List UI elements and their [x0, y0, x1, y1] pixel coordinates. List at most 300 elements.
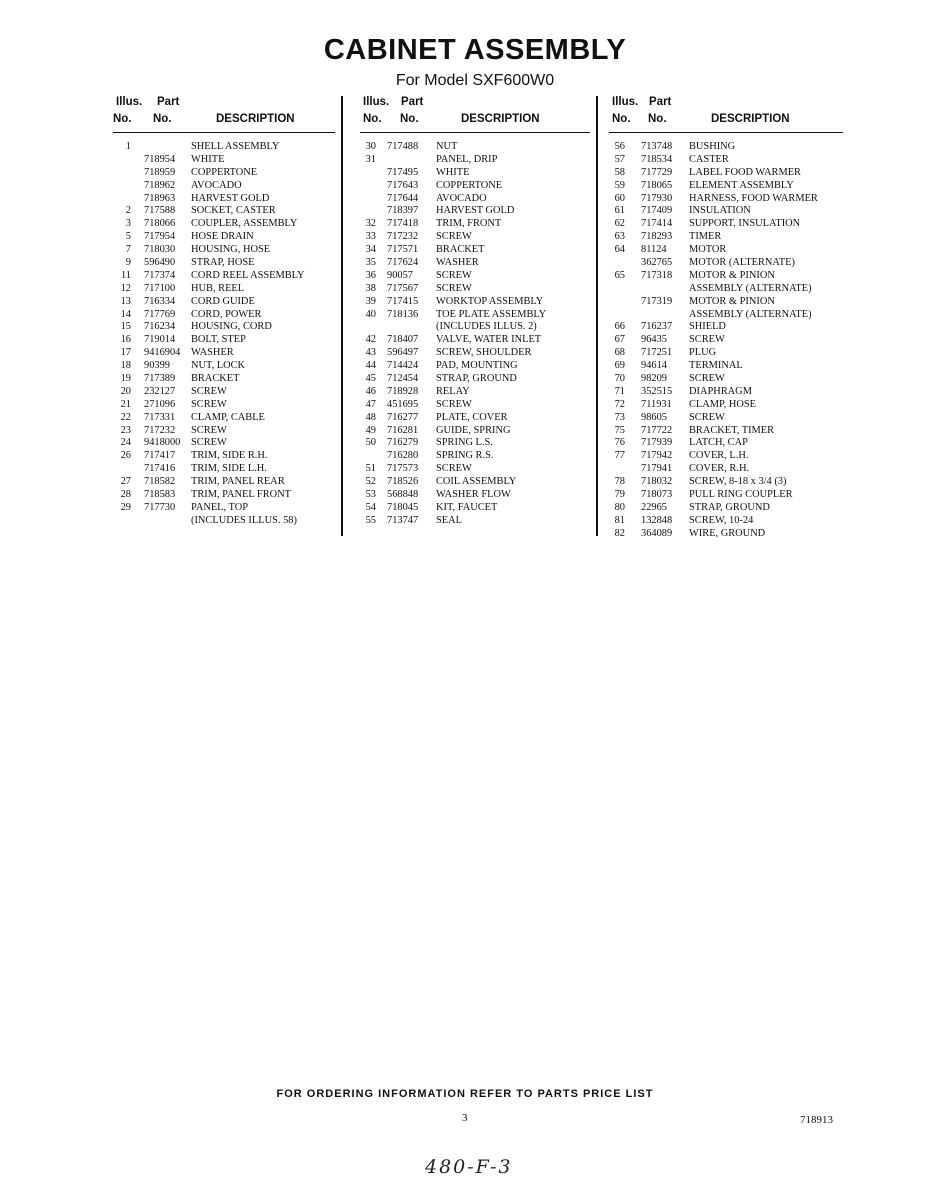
- illus-number: 12: [120, 282, 131, 294]
- part-row: [113, 231, 335, 244]
- part-description: BUSHING: [689, 141, 736, 152]
- part-row: [113, 205, 335, 218]
- part-description: SCREW: [436, 231, 472, 243]
- part-row: [113, 502, 335, 515]
- part-number: 716281: [387, 424, 419, 436]
- part-row: [113, 489, 335, 502]
- illus-number: 67: [614, 334, 625, 346]
- part-number: 717769: [144, 308, 176, 320]
- part-description: SHIELD: [689, 321, 726, 333]
- illus-number: 54: [365, 501, 376, 513]
- part-number: 717409: [641, 205, 673, 217]
- part-row: [609, 463, 843, 476]
- part-description: STRAP, GROUND: [689, 501, 770, 513]
- part-description: TOE PLATE ASSEMBLY: [436, 308, 547, 320]
- part-row: [609, 412, 843, 425]
- part-description: DIAPHRAGM: [689, 385, 752, 397]
- illus-number: 31: [365, 153, 376, 165]
- illus-number: 59: [614, 179, 625, 191]
- part-row: [609, 450, 843, 463]
- part-number: 718066: [144, 218, 176, 230]
- part-number: 352515: [641, 385, 673, 397]
- illus-number: 65: [614, 269, 625, 281]
- part-description: RELAY: [436, 385, 470, 397]
- part-description: BRACKET, TIMER: [689, 424, 775, 436]
- part-number: 711931: [641, 398, 672, 410]
- illus-number: 66: [614, 321, 625, 333]
- illus-no-header: No.: [363, 113, 382, 125]
- illus-number: 52: [365, 476, 376, 488]
- part-description: HOSE DRAIN: [191, 231, 254, 243]
- illus-number: 17: [120, 347, 131, 359]
- part-number: 716277: [387, 411, 419, 423]
- ordering-info-note: FOR ORDERING INFORMATION REFER TO PARTS PRICE LIST: [276, 1088, 654, 1100]
- part-row: [609, 154, 843, 167]
- part-number: 718073: [641, 489, 673, 501]
- illus-number: 44: [365, 360, 376, 372]
- part-number: 717414: [641, 218, 673, 230]
- part-number: 717588: [144, 205, 176, 217]
- illus-number: 46: [365, 385, 376, 397]
- part-row: [609, 425, 843, 438]
- part-description: SCREW, 10-24: [689, 514, 754, 526]
- parts-column-1: [113, 96, 335, 528]
- illus-number: 20: [120, 385, 131, 397]
- illus-number: 60: [614, 192, 625, 204]
- part-number: 713747: [387, 514, 419, 526]
- part-description: TRIM, FRONT: [436, 218, 502, 230]
- part-number: 717571: [387, 244, 419, 256]
- part-row: [609, 244, 843, 257]
- illus-number: 7: [125, 244, 131, 256]
- illus-number: 78: [614, 476, 625, 488]
- illus-number: 72: [614, 398, 625, 410]
- illus-no-header: No.: [113, 113, 132, 125]
- part-description: MOTOR & PINION: [689, 295, 775, 307]
- illus-number: 22: [120, 411, 131, 423]
- part-description: BOLT, STEP: [191, 334, 246, 346]
- part-no-header: No.: [400, 113, 419, 125]
- part-description: WIRE, GROUND: [689, 527, 766, 539]
- part-description: PANEL, DRIP: [436, 153, 498, 165]
- part-row: [360, 463, 590, 476]
- illus-number: 45: [365, 373, 376, 385]
- part-row: [360, 360, 590, 373]
- illus-number: 40: [365, 308, 376, 320]
- part-row: [360, 321, 590, 334]
- part-number: 364089: [641, 527, 673, 539]
- part-description: TRIM, PANEL REAR: [191, 476, 285, 488]
- part-row: [360, 425, 590, 438]
- part-row: [609, 502, 843, 515]
- illus-number: 14: [120, 308, 131, 320]
- part-description: COVER, L.H.: [689, 450, 749, 462]
- illus-number: 79: [614, 489, 625, 501]
- part-description: PANEL, TOP: [191, 501, 248, 513]
- part-row: [609, 437, 843, 450]
- part-number: 718534: [641, 153, 673, 165]
- part-description: SCREW, 8-18 x 3/4 (3): [689, 476, 787, 488]
- part-number: 132848: [641, 514, 673, 526]
- part-description: NUT, LOCK: [191, 360, 246, 372]
- part-number: 717100: [144, 282, 176, 294]
- part-row: [360, 231, 590, 244]
- part-number: 717319: [641, 295, 673, 307]
- part-number: 362765: [641, 257, 673, 269]
- part-description: SCREW: [689, 334, 725, 346]
- part-number: 716237: [641, 321, 673, 333]
- illus-number: 29: [120, 501, 131, 513]
- part-description: CORD GUIDE: [191, 295, 255, 307]
- part-header: Part: [401, 96, 424, 108]
- illus-number: 23: [120, 424, 131, 436]
- part-description: AVOCADO: [436, 192, 487, 204]
- part-number: 718954: [144, 153, 176, 165]
- part-row: [360, 489, 590, 502]
- handwritten-note: 480-F-3: [425, 1156, 513, 1178]
- part-row: [360, 283, 590, 296]
- illus-number: 70: [614, 373, 625, 385]
- part-description: PLATE, COVER: [436, 411, 508, 423]
- part-description: HARNESS, FOOD WARMER: [689, 192, 818, 204]
- part-description: SCREW: [689, 411, 725, 423]
- part-row: [609, 296, 843, 309]
- part-description: BRACKET: [191, 373, 240, 385]
- part-row: [360, 386, 590, 399]
- parts-column-3: [609, 96, 843, 541]
- part-number: 717415: [387, 295, 419, 307]
- illus-number: 48: [365, 411, 376, 423]
- part-number: 717722: [641, 424, 673, 436]
- part-row: [113, 309, 335, 322]
- part-row: [113, 399, 335, 412]
- illus-number: 9: [125, 257, 131, 269]
- part-number: 717624: [387, 257, 419, 269]
- part-description: ASSEMBLY (ALTERNATE): [689, 308, 812, 320]
- part-description: PLUG: [689, 347, 717, 359]
- page-number: 3: [462, 1112, 468, 1124]
- part-description: PULL RING COUPLER: [689, 489, 793, 501]
- part-number: 568848: [387, 489, 419, 501]
- part-row: [360, 476, 590, 489]
- part-description: TRIM, SIDE L.H.: [191, 463, 267, 475]
- illus-number: 56: [614, 141, 625, 152]
- part-description: LABEL FOOD WARMER: [689, 166, 801, 178]
- part-row: [360, 270, 590, 283]
- illus-number: 27: [120, 476, 131, 488]
- part-description: WASHER FLOW: [436, 489, 511, 501]
- part-row: [113, 412, 335, 425]
- part-description: PAD, MOUNTING: [436, 360, 518, 372]
- illus-header: Illus.: [363, 96, 390, 108]
- part-description: TERMINAL: [689, 360, 743, 372]
- part-number: 717488: [387, 141, 419, 152]
- part-row: [113, 360, 335, 373]
- part-description: SCREW: [436, 463, 472, 475]
- part-number: 716279: [387, 437, 419, 449]
- part-row: [360, 450, 590, 463]
- illus-number: 33: [365, 231, 376, 243]
- part-number: 718032: [641, 476, 673, 488]
- part-number: 718030: [144, 244, 176, 256]
- illus-number: 11: [120, 269, 131, 281]
- part-row: [360, 399, 590, 412]
- part-row: [113, 244, 335, 257]
- part-number: 94614: [641, 360, 667, 372]
- part-number: 717389: [144, 373, 176, 385]
- part-description: SEAL: [436, 514, 462, 526]
- illus-number: 51: [365, 463, 376, 475]
- part-description: SCREW: [191, 437, 227, 449]
- illus-number: 1: [125, 141, 131, 152]
- part-description: KIT, FAUCET: [436, 501, 498, 513]
- parts-column-2: [360, 96, 590, 528]
- column-divider: [341, 96, 343, 536]
- part-number: 716280: [387, 450, 419, 462]
- part-number: 717730: [144, 501, 176, 513]
- illus-number: 53: [365, 489, 376, 501]
- part-row: [360, 244, 590, 257]
- part-row: [113, 476, 335, 489]
- part-description: WASHER: [436, 257, 479, 269]
- illus-number: 68: [614, 347, 625, 359]
- part-row: [113, 180, 335, 193]
- part-number: 717941: [641, 463, 673, 475]
- part-description: CLAMP, HOSE: [689, 398, 756, 410]
- part-description: HOUSING, HOSE: [191, 244, 271, 256]
- part-row: [609, 373, 843, 386]
- part-number: 718397: [387, 205, 419, 217]
- part-description: WHITE: [436, 166, 470, 178]
- part-number: 718962: [144, 179, 176, 191]
- part-description: SCREW: [436, 269, 472, 281]
- part-number: 719014: [144, 334, 176, 346]
- part-row: [360, 141, 590, 154]
- part-number: 96435: [641, 334, 667, 346]
- part-row: [113, 515, 335, 528]
- part-number: 596490: [144, 257, 176, 269]
- part-description: SCREW: [436, 282, 472, 294]
- part-description: AVOCADO: [191, 179, 242, 191]
- illus-number: 16: [120, 334, 131, 346]
- illus-number: 76: [614, 437, 625, 449]
- part-row: [113, 193, 335, 206]
- illus-number: 30: [365, 141, 376, 152]
- part-description: COUPLER, ASSEMBLY: [191, 218, 298, 230]
- document-number: 718913: [800, 1114, 833, 1126]
- part-number: 596497: [387, 347, 419, 359]
- part-number: 718065: [641, 179, 673, 191]
- part-description: CASTER: [689, 153, 729, 165]
- description-header: DESCRIPTION: [711, 113, 790, 125]
- part-row: [609, 334, 843, 347]
- part-row: [609, 141, 843, 154]
- part-description: COIL ASSEMBLY: [436, 476, 517, 488]
- part-row: [609, 476, 843, 489]
- part-number: 717930: [641, 192, 673, 204]
- part-row: [113, 257, 335, 270]
- illus-number: 57: [614, 153, 625, 165]
- illus-number: 28: [120, 489, 131, 501]
- part-description: MOTOR & PINION: [689, 269, 775, 281]
- part-row: [609, 283, 843, 296]
- part-number: 718526: [387, 476, 419, 488]
- part-no-header: No.: [153, 113, 172, 125]
- illus-number: 18: [120, 360, 131, 372]
- part-number: 717417: [144, 450, 176, 462]
- part-description: ASSEMBLY (ALTERNATE): [689, 282, 812, 294]
- part-description: WHITE: [191, 153, 225, 165]
- part-description: HARVEST GOLD: [436, 205, 515, 217]
- part-no-header: No.: [648, 113, 667, 125]
- part-number: 718045: [387, 501, 419, 513]
- part-description: GUIDE, SPRING: [436, 424, 511, 436]
- part-row: [113, 141, 335, 154]
- part-description: SCREW: [689, 373, 725, 385]
- part-row: [609, 218, 843, 231]
- part-number: 717954: [144, 231, 176, 243]
- part-row: [609, 347, 843, 360]
- illus-number: 34: [365, 244, 376, 256]
- part-description: SUPPORT, INSULATION: [689, 218, 801, 230]
- part-header: Part: [649, 96, 672, 108]
- part-row: [609, 180, 843, 193]
- illus-number: 21: [120, 398, 131, 410]
- parts-list: [113, 141, 335, 528]
- part-row: [113, 463, 335, 476]
- part-description: STRAP, GROUND: [436, 373, 517, 385]
- part-row: [360, 412, 590, 425]
- part-number: 717418: [387, 218, 419, 230]
- part-description: SCREW, SHOULDER: [436, 347, 532, 359]
- part-row: [113, 283, 335, 296]
- illus-number: 35: [365, 257, 376, 269]
- part-description: (INCLUDES ILLUS. 58): [191, 514, 297, 526]
- part-row: [360, 154, 590, 167]
- part-number: 717939: [641, 437, 673, 449]
- part-description: NUT: [436, 141, 458, 152]
- part-number: 9416904: [144, 347, 181, 359]
- illus-number: 26: [120, 450, 131, 462]
- illus-number: 49: [365, 424, 376, 436]
- illus-number: 38: [365, 282, 376, 294]
- part-number: 717573: [387, 463, 419, 475]
- part-description: SCREW: [191, 398, 227, 410]
- part-number: 717644: [387, 192, 419, 204]
- part-row: [360, 257, 590, 270]
- column-header: [113, 96, 335, 133]
- model-subtitle: For Model SXF600W0: [395, 72, 555, 89]
- part-number: 717232: [144, 424, 176, 436]
- part-row: [113, 334, 335, 347]
- description-header: DESCRIPTION: [461, 113, 540, 125]
- part-description: TIMER: [689, 231, 722, 243]
- illus-number: 75: [614, 424, 625, 436]
- column-header: [609, 96, 843, 133]
- part-row: [113, 347, 335, 360]
- part-row: [113, 270, 335, 283]
- illus-number: 58: [614, 166, 625, 178]
- illus-number: 62: [614, 218, 625, 230]
- part-number: 718583: [144, 489, 176, 501]
- part-number: 718928: [387, 385, 419, 397]
- part-row: [360, 309, 590, 322]
- illus-number: 32: [365, 218, 376, 230]
- part-description: VALVE, WATER INLET: [436, 334, 542, 346]
- part-number: 98605: [641, 411, 667, 423]
- illus-number: 3: [125, 218, 131, 230]
- column-header: [360, 96, 590, 133]
- illus-number: 42: [365, 334, 376, 346]
- part-row: [609, 257, 843, 270]
- illus-number: 2: [125, 205, 131, 217]
- part-description: WORKTOP ASSEMBLY: [436, 295, 544, 307]
- part-description: STRAP, HOSE: [191, 257, 255, 269]
- part-row: [609, 167, 843, 180]
- illus-number: 15: [120, 321, 131, 333]
- illus-number: 43: [365, 347, 376, 359]
- part-number: 717374: [144, 269, 176, 281]
- part-number: 717331: [144, 411, 176, 423]
- part-description: SCREW: [191, 385, 227, 397]
- part-number: 713748: [641, 141, 673, 152]
- part-number: 717416: [144, 463, 176, 475]
- part-description: CLAMP, CABLE: [191, 411, 265, 423]
- column-divider: [596, 96, 598, 536]
- part-row: [360, 193, 590, 206]
- part-row: [360, 205, 590, 218]
- illus-number: 77: [614, 450, 625, 462]
- part-row: [360, 180, 590, 193]
- part-number: 716234: [144, 321, 176, 333]
- part-number: 717251: [641, 347, 673, 359]
- part-row: [609, 309, 843, 322]
- part-row: [609, 270, 843, 283]
- part-number: 90057: [387, 269, 413, 281]
- part-row: [609, 528, 843, 541]
- part-number: 714424: [387, 360, 419, 372]
- illus-header: Illus.: [116, 96, 143, 108]
- illus-number: 80: [614, 501, 625, 513]
- part-number: 718407: [387, 334, 419, 346]
- illus-number: 63: [614, 231, 625, 243]
- part-row: [360, 296, 590, 309]
- part-row: [609, 231, 843, 244]
- part-row: [360, 437, 590, 450]
- part-number: 717318: [641, 269, 673, 281]
- part-row: [360, 373, 590, 386]
- part-row: [609, 360, 843, 373]
- illus-number: 81: [614, 514, 625, 526]
- illus-number: 55: [365, 514, 376, 526]
- part-description: (INCLUDES ILLUS. 2): [436, 321, 537, 333]
- part-row: [609, 386, 843, 399]
- part-description: LATCH, CAP: [689, 437, 748, 449]
- illus-number: 19: [120, 373, 131, 385]
- parts-list: [609, 141, 843, 541]
- part-row: [360, 347, 590, 360]
- part-number: 718963: [144, 192, 176, 204]
- part-row: [113, 373, 335, 386]
- part-number: 717495: [387, 166, 419, 178]
- part-description: MOTOR: [689, 244, 727, 256]
- parts-list: [360, 141, 590, 528]
- part-row: [113, 218, 335, 231]
- illus-number: 64: [614, 244, 625, 256]
- part-number: 717567: [387, 282, 419, 294]
- part-header: Part: [157, 96, 180, 108]
- part-description: ELEMENT ASSEMBLY: [689, 179, 794, 191]
